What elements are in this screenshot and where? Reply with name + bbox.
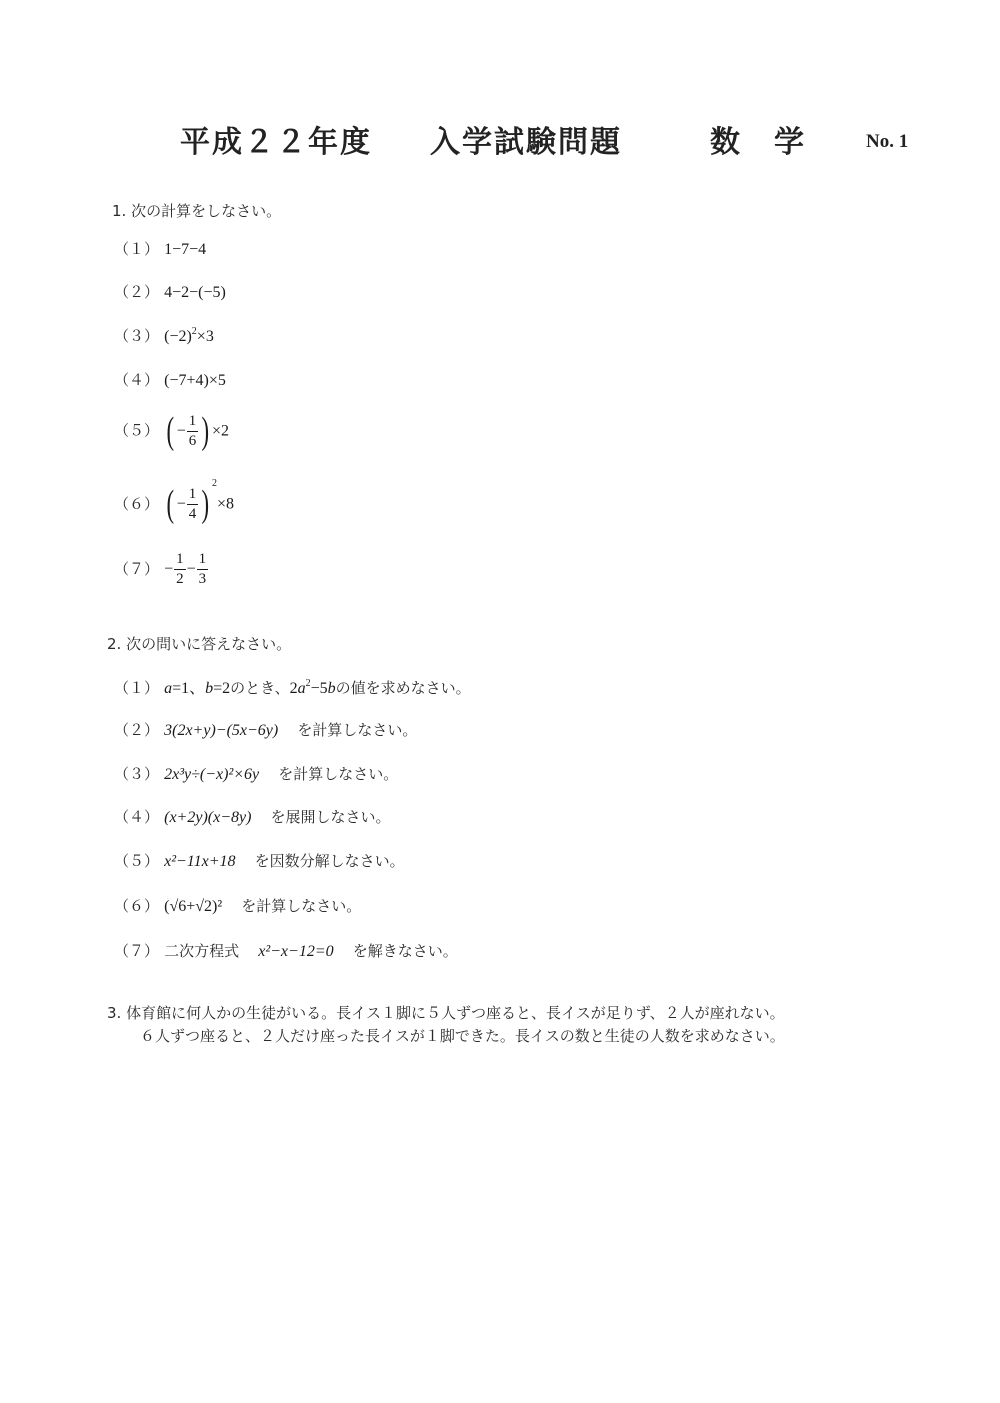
q3-line-1	[107, 1002, 785, 1025]
q2-item-5-label: （５）	[114, 852, 160, 870]
q1-item-7-label: （７）	[114, 560, 160, 579]
q2-item-3-label: （３）	[114, 765, 160, 783]
q2-item-3-text: を計算しなさい。	[278, 765, 399, 783]
q2-item-3-expr: 2x³y÷(−x)²×6y	[164, 766, 260, 783]
q2-item-5-text: を因数分解しなさい。	[254, 852, 405, 870]
q2-item-7-label: （７）	[114, 942, 160, 960]
q1-item-6	[114, 478, 234, 526]
q2-item-3	[114, 763, 398, 784]
q2-item-6-expr: (√6+√2)²	[164, 898, 223, 915]
q1-item-6-num: 1	[188, 485, 197, 502]
open-paren: (	[166, 483, 175, 526]
q2-item-4-label: （４）	[114, 808, 160, 826]
q2-item-2-expr: 3(2x+y)−(5x−6y)	[164, 722, 279, 739]
close-paren: )	[201, 410, 210, 452]
q1-item-2-label: （２）	[114, 283, 160, 301]
q2-item-1-label: （１）	[114, 679, 160, 697]
q2-item-4-expr: (x+2y)(x−8y)	[164, 809, 252, 826]
q1-item-7-den-1: 2	[176, 571, 184, 587]
q2-item-1	[114, 675, 471, 698]
q1-item-3-expr	[164, 328, 214, 345]
q1-item-7-expr	[164, 551, 209, 587]
q1-item-5-fraction	[187, 413, 199, 450]
q2-item-4-text: を展開しなさい。	[270, 808, 391, 826]
q2-item-6-text: を計算しなさい。	[241, 897, 362, 915]
q2-item-1-minus: −5	[310, 680, 328, 697]
q1-item-1-expr: 1−7−4	[164, 241, 207, 258]
q1-item-3-base: (−2)	[164, 328, 192, 345]
q2-item-1-text-2: の値を求めなさい。	[335, 679, 471, 697]
q2-heading	[107, 633, 291, 654]
q2-item-5	[114, 850, 405, 871]
q2-number: 2.	[107, 635, 122, 653]
q2-item-1-coef: 2	[289, 680, 298, 697]
q2-item-1-expr-2	[290, 680, 336, 697]
q2-item-1-var-c: a	[297, 680, 306, 697]
q1-item-6-den: 4	[188, 505, 197, 522]
q2-item-2	[114, 719, 417, 740]
q1-item-3	[114, 325, 214, 346]
q1-item-7	[114, 551, 209, 588]
q1-item-3-label: （３）	[114, 327, 160, 345]
q3-line-2: ６人ずつ座ると、２人だけ座った長イスが１脚できた。長イスの数と生徒の人数を求めなさい。	[140, 1027, 785, 1045]
open-paren: (	[166, 410, 175, 452]
q1-item-2	[114, 281, 226, 302]
q1-item-6-label: （６）	[114, 495, 160, 513]
q1-item-4-expr: (−7+4)×5	[164, 372, 226, 389]
q2-item-7	[114, 940, 458, 961]
q1-heading	[112, 200, 281, 221]
q1-item-7-num-1: 1	[176, 551, 184, 567]
q2-item-2-text: を計算しなさい。	[297, 721, 418, 739]
q1-number: 1.	[112, 202, 127, 220]
q1-item-5	[114, 412, 229, 450]
q1-item-7-fraction-1	[174, 551, 186, 588]
q2-item-1-text-1: のとき、	[230, 679, 290, 697]
q2-item-1-eq-a: =1、	[172, 680, 206, 697]
q2-item-6-label: （６）	[114, 897, 160, 915]
q2-item-7-expr: x²−x−12=0	[258, 943, 334, 960]
q2-item-1-var-a: a	[164, 680, 173, 697]
q2-item-2-label: （２）	[114, 721, 160, 739]
q1-item-3-exp: 2	[191, 326, 197, 337]
page-number: No. 1	[866, 131, 909, 152]
q2-item-7-text: を解きなさい。	[352, 942, 458, 960]
q2-item-1-eq-b: =2	[213, 680, 231, 697]
q2-item-7-prefix: 二次方程式	[164, 942, 240, 960]
q2-item-6	[114, 895, 361, 916]
q1-item-6-fraction	[187, 486, 199, 523]
q1-item-5-label: （５）	[114, 421, 160, 440]
q2-item-1-exp: 2	[305, 678, 311, 689]
q1-item-6-expr	[164, 478, 234, 526]
q3-line-1-text: 体育館に何人かの生徒がいる。長イス１脚に５人ずつ座ると、長イスが足りず、２人が座れない。	[126, 1004, 785, 1022]
q2-item-1-var-d: b	[327, 680, 336, 697]
q1-item-6-tail: ×8	[216, 495, 234, 513]
q1-item-5-tail: ×2	[211, 422, 229, 439]
q1-item-5-den: 6	[188, 432, 197, 449]
q2-item-5-expr: x²−11x+18	[164, 853, 236, 870]
q1-item-1-label: （１）	[114, 240, 160, 258]
q1-item-6-minus: −	[176, 495, 186, 513]
q1-item-2-expr: 4−2−(−5)	[164, 284, 226, 301]
q3-number: 3.	[107, 1004, 122, 1022]
exam-subject: 数 学	[710, 125, 806, 160]
q1-item-6-exp: 2	[211, 478, 217, 489]
q1-item-7-op: −	[186, 560, 196, 578]
exam-year: 平成２２年度	[180, 125, 372, 160]
q1-item-5-minus: −	[176, 422, 186, 439]
q1-item-7-num-2: 1	[198, 551, 207, 567]
q1-item-7-den-2: 3	[198, 571, 207, 587]
q1-item-4-label: （４）	[114, 371, 160, 389]
q1-item-7-minus: −	[164, 560, 174, 578]
q1-item-4	[114, 369, 226, 390]
q1-item-5-expr	[164, 410, 229, 452]
q1-item-3-tail: ×3	[196, 328, 214, 345]
q1-heading-text: 次の計算をしなさい。	[131, 202, 282, 220]
q1-item-5-num: 1	[188, 412, 197, 429]
q2-item-1-expr	[164, 680, 230, 697]
q1-item-7-fraction-2	[197, 551, 209, 588]
q2-item-4	[114, 806, 391, 827]
q2-item-1-var-b: b	[205, 680, 214, 697]
q1-item-1	[114, 238, 206, 259]
close-paren: )	[201, 483, 210, 526]
exam-title: 入学試験問題	[430, 125, 622, 160]
q2-heading-text: 次の問いに答えなさい。	[126, 635, 292, 653]
